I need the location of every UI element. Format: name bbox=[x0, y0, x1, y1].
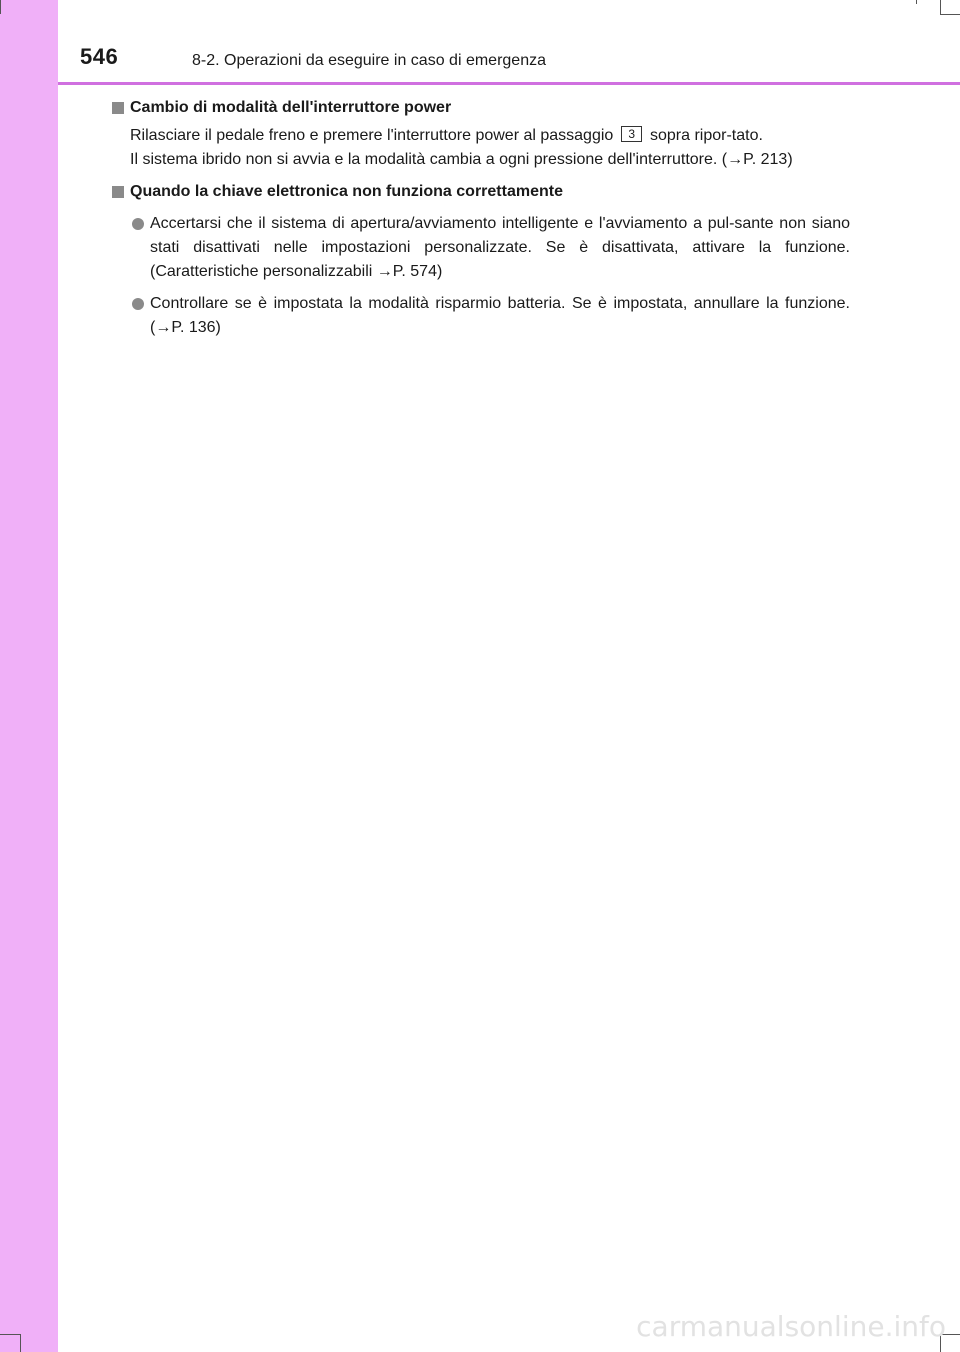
side-color-band bbox=[0, 0, 58, 1352]
crop-mark-bottom-left-h bbox=[0, 1334, 20, 1335]
list-item: Controllare se è impostata la modalità risparmio batteria. Se è impostata, annullare la funzione. (→P. 136) bbox=[110, 292, 850, 340]
crop-mark-top-right bbox=[940, 0, 941, 14]
crop-tick-top bbox=[916, 0, 917, 4]
arrow-right-icon: → bbox=[376, 263, 393, 280]
circle-bullet-icon bbox=[132, 298, 144, 310]
section-heading: Quando la chiave elettronica non funziona correttamente bbox=[110, 180, 850, 204]
section-electronic-key bbox=[110, 180, 850, 340]
paragraph: Rilasciare il pedale freno e premere l'interruttore power al passaggio 3 sopra ripor-tato. bbox=[130, 127, 763, 144]
chapter-title: 8-2. Operazioni da eseguire in caso di emergenza bbox=[192, 52, 546, 69]
crop-mark-top-left bbox=[0, 0, 1, 14]
arrow-right-icon: → bbox=[155, 319, 172, 336]
circle-bullet-icon bbox=[132, 218, 144, 230]
page-reference-link[interactable]: P. 213) bbox=[743, 151, 793, 168]
list-item: Accertarsi che il sistema di apertura/avviamento intelligente e l'avviamento a pul-sante non siano stati disattivati nelle impostazioni personalizzate. Se è disattivata, attivare la funzione. (Caratteristiche personalizzabili →P. 574) bbox=[110, 212, 850, 284]
square-bullet-icon bbox=[112, 186, 124, 198]
header-rule bbox=[58, 82, 960, 85]
section-power-switch-mode bbox=[110, 96, 850, 172]
square-bullet-icon bbox=[112, 102, 124, 114]
page-reference-link[interactable]: P. 136) bbox=[171, 319, 221, 336]
crop-mark-top-right-h bbox=[940, 14, 960, 15]
paragraph: Il sistema ibrido non si avvia e la modalità cambia a ogni pressione dell'interruttore. (→P. 213) bbox=[130, 151, 793, 168]
page-content bbox=[110, 96, 850, 348]
page-number: 546 bbox=[80, 44, 119, 69]
section-heading: Cambio di modalità dell'interruttore power bbox=[110, 96, 850, 120]
arrow-right-icon: → bbox=[727, 151, 744, 168]
step-number-box: 3 bbox=[621, 126, 642, 142]
crop-mark-bottom-left bbox=[20, 1334, 21, 1352]
page-reference-link[interactable]: P. 574) bbox=[392, 263, 443, 280]
watermark: carmanualsonline.info bbox=[636, 1310, 946, 1343]
